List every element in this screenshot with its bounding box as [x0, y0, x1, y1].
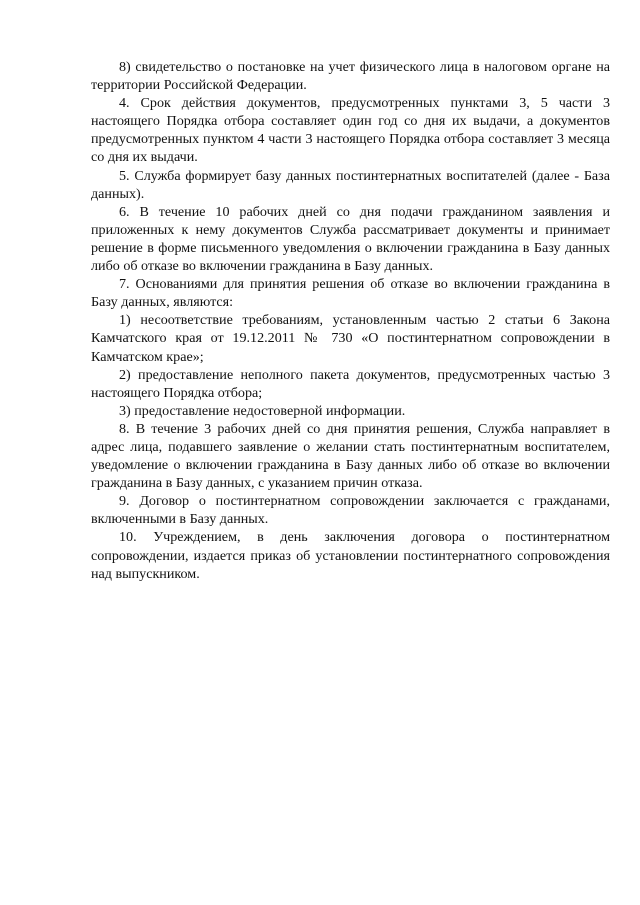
paragraph-5-database: 5. Служба формирует базу данных постинтернатных воспитателей (далее - База данных).: [91, 167, 610, 202]
paragraph-item-2-incomplete: 2) предоставление неполного пакета документов, предусмотренных частью 3 настоящего Порядка отбора;: [91, 366, 610, 401]
document-body: [91, 58, 610, 583]
paragraph-9-contract: 9. Договор о постинтернатном сопровождении заключается с гражданами, включенными в Базу данных.: [91, 493, 610, 528]
paragraph-8-notification: 8. В течение 3 рабочих дней со дня принятия решения, Служба направляет в адрес лица, подавшего заявление о желании стать постинтернатным воспитателем, уведомление о включении гражданина в Базу данных либо об отказе во включении гражданина в Базу данных, с указанием причин отказа.: [91, 420, 610, 492]
paragraph-item-1-noncompliance: 1) несоответствие требованиям, установленным частью 2 статьи 6 Закона Камчатского края от 19.12.2011 № 730 «О постинтернатном сопровождении в Камчатском крае»;: [91, 312, 610, 365]
paragraph-7-refusal-grounds: 7. Основаниями для принятия решения об отказе во включении гражданина в Базу данных, являются:: [91, 276, 610, 311]
paragraph-10-order: 10. Учреждением, в день заключения договора о постинтернатном сопровождении, издается приказ об установлении постинтернатного сопровождения над выпускником.: [91, 529, 610, 582]
paragraph-item-8-certificate: 8) свидетельство о постановке на учет физического лица в налоговом органе на территории Российской Федерации.: [91, 59, 610, 94]
paragraph-6-review-term: 6. В течение 10 рабочих дней со дня подачи гражданином заявления и приложенных к нему документов Служба рассматривает документы и принимает решение в форме письменного уведомления о включении гражданина в Базу данных либо об отказе во включении гражданина в Базу данных.: [91, 203, 610, 275]
paragraph-item-3-false-info: 3) предоставление недостоверной информации.: [119, 402, 406, 419]
paragraph-4-validity-period: 4. Срок действия документов, предусмотренных пунктами 3, 5 части 3 настоящего Порядка отбора составляет один год со дня их выдачи, а документов предусмотренных пунктом 4 части 3 настоящего Порядка отбора составляет 3 месяца со дня их выдачи.: [91, 95, 610, 166]
